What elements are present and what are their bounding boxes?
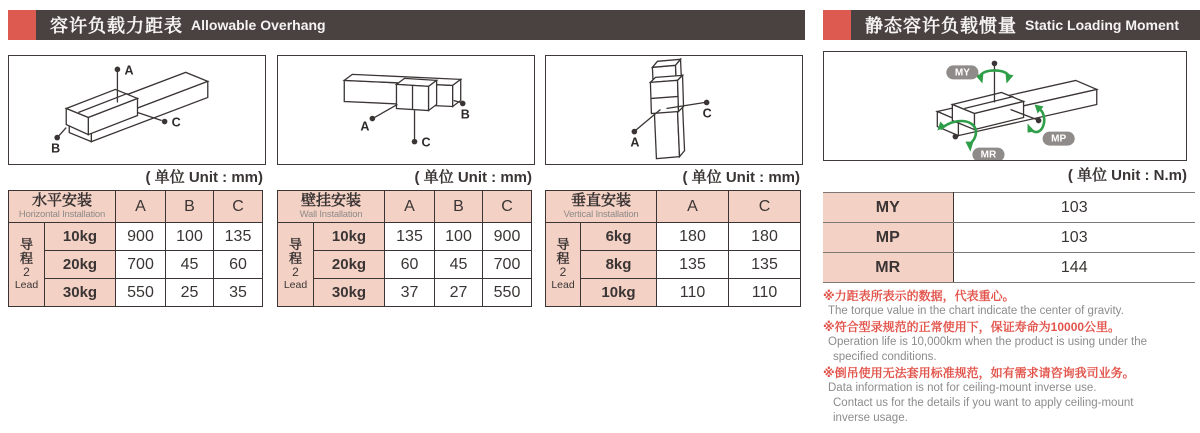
load-cell: 30kg xyxy=(314,279,385,307)
table-name-cn: 水平安装 xyxy=(31,192,92,209)
moment-value: 103 xyxy=(953,223,1195,253)
dimension-point-b xyxy=(51,128,66,156)
lead-label-line: 2 xyxy=(23,265,30,279)
title-accent-square xyxy=(8,10,36,40)
footnote-en: Data information is not for ceiling-mount inverse use. xyxy=(828,382,1097,394)
unit-label-nm: ( 单位 Unit : N.m) xyxy=(1067,167,1187,184)
title-text-bar xyxy=(851,10,1200,40)
lead-label-line: 导 xyxy=(556,237,570,252)
load-cell: 10kg xyxy=(581,279,657,307)
lead-label-line: 导 xyxy=(19,237,33,252)
footnote-cn: ※倒吊使用无法套用标准规范，如有需求请咨询我司业务。 xyxy=(823,366,1135,380)
value-cell: 37 xyxy=(385,279,435,307)
value-cell: 110 xyxy=(657,279,729,307)
dimension-point-a xyxy=(360,104,397,133)
load-cell: 20kg xyxy=(314,251,385,279)
load-cell: 30kg xyxy=(45,279,116,307)
unit-label-mm-1: ( 单位 Unit : mm) xyxy=(145,169,263,186)
unit-label-mm-3: ( 单位 Unit : mm) xyxy=(682,169,800,186)
moment-label: MY xyxy=(823,193,953,223)
lead-label-line: 2 xyxy=(559,265,567,279)
footnote-en: inverse usage. xyxy=(833,412,908,424)
footnote-en: specified conditions. xyxy=(833,351,937,363)
slider-block xyxy=(396,78,436,110)
point-label-c: C xyxy=(171,115,181,130)
col-header-b: B xyxy=(166,191,214,223)
moment-value: 103 xyxy=(953,193,1195,223)
point-label-a: A xyxy=(630,135,640,150)
load-cell: 10kg xyxy=(314,223,385,251)
lead-cell xyxy=(278,223,314,307)
value-cell: 27 xyxy=(435,279,483,307)
lead-label-line: Lead xyxy=(14,279,39,291)
overhang-title-cn: 容许负载力距表 xyxy=(50,16,183,36)
col-header-a: A xyxy=(657,191,729,223)
value-cell: 900 xyxy=(116,223,166,251)
col-header-a: A xyxy=(116,191,166,223)
moment-title-cn: 静态容许负载惯量 xyxy=(865,16,1017,36)
mp-badge-label: MP xyxy=(1051,133,1067,145)
diagram-vertical-installation xyxy=(545,55,803,165)
diagram-wall-installation xyxy=(277,55,535,165)
horizontal-installation-table xyxy=(8,190,263,307)
value-cell: 100 xyxy=(166,223,214,251)
value-cell: 900 xyxy=(483,223,532,251)
value-cell: 135 xyxy=(214,223,263,251)
lead-label-line: 程 xyxy=(288,251,302,266)
load-cell: 20kg xyxy=(45,251,116,279)
lead-label-line: 程 xyxy=(556,251,570,266)
col-header-a: A xyxy=(385,191,435,223)
footnote-en: Contact us for the details if you want to apply ceiling-mount xyxy=(833,397,1134,409)
point-label-c: C xyxy=(421,135,431,150)
table-name-cn: 垂直安装 xyxy=(570,192,631,209)
static-loading-moment-table xyxy=(823,192,1195,283)
value-cell: 180 xyxy=(729,223,801,251)
mr-badge-label: MR xyxy=(980,149,997,160)
point-label-c: C xyxy=(702,106,712,121)
table-name-cn: 壁挂安装 xyxy=(300,192,361,209)
col-header-b: B xyxy=(435,191,483,223)
footnote-cn: ※符合型录规范的正常使用下，保证寿命为10000公里。 xyxy=(823,320,1121,334)
value-cell: 550 xyxy=(116,279,166,307)
vertical-installation-table xyxy=(545,190,801,307)
wall-installation-drawing xyxy=(278,56,534,164)
point-label-b: B xyxy=(460,107,470,122)
lead-label-line: 程 xyxy=(19,251,33,266)
load-cell: 10kg xyxy=(45,223,116,251)
point-label-a: A xyxy=(124,63,134,78)
overhang-section-title-bar xyxy=(8,10,805,40)
table-name-cell xyxy=(278,191,385,223)
footnotes xyxy=(823,288,1200,426)
value-cell: 135 xyxy=(657,251,729,279)
moment-drawing xyxy=(824,52,1186,160)
footnote-en: The torque value in the chart indicate the center of gravity. xyxy=(828,305,1124,317)
overhang-title-en: Allowable Overhang xyxy=(191,17,326,33)
value-cell: 135 xyxy=(385,223,435,251)
table-name-cell xyxy=(9,191,116,223)
moment-label: MP xyxy=(823,223,953,253)
vertical-installation-drawing xyxy=(546,56,802,164)
col-header-c: C xyxy=(483,191,532,223)
horizontal-installation-drawing xyxy=(9,56,265,164)
lead-cell xyxy=(9,223,45,307)
col-header-c: C xyxy=(729,191,801,223)
point-label-b: B xyxy=(51,141,61,156)
dimension-point-c xyxy=(412,111,431,150)
my-badge-label: MY xyxy=(954,67,970,79)
footnote-en: Operation life is 10,000km when the product is using under the xyxy=(828,336,1147,348)
moment-value: 144 xyxy=(953,253,1195,283)
value-cell: 60 xyxy=(214,251,263,279)
title-accent-square xyxy=(823,10,851,40)
value-cell: 700 xyxy=(116,251,166,279)
value-cell: 35 xyxy=(214,279,263,307)
diagram-static-loading-moment xyxy=(823,51,1187,161)
wall-installation-table xyxy=(277,190,532,307)
unit-label-mm-2: ( 单位 Unit : mm) xyxy=(414,169,532,186)
value-cell: 135 xyxy=(729,251,801,279)
table-name-en: Horizontal Installation xyxy=(18,209,106,220)
col-header-c: C xyxy=(214,191,263,223)
table-name-en: Wall Installation xyxy=(299,209,363,220)
table-name-en: Vertical Installation xyxy=(563,209,639,220)
moment-section-title-bar xyxy=(823,10,1200,40)
value-cell: 25 xyxy=(166,279,214,307)
load-cell: 8kg xyxy=(581,251,657,279)
lead-label-line: Lead xyxy=(283,279,308,291)
lead-label-line: 2 xyxy=(292,265,299,279)
value-cell: 60 xyxy=(385,251,435,279)
point-label-a: A xyxy=(360,119,370,134)
lead-cell xyxy=(546,223,581,307)
value-cell: 180 xyxy=(657,223,729,251)
value-cell: 550 xyxy=(483,279,532,307)
diagram-horizontal-installation xyxy=(8,55,266,165)
value-cell: 45 xyxy=(166,251,214,279)
lead-label-line: Lead xyxy=(551,279,575,291)
table-name-cell xyxy=(546,191,657,223)
moment-title-en: Static Loading Moment xyxy=(1025,17,1179,33)
value-cell: 110 xyxy=(729,279,801,307)
title-text-bar xyxy=(36,10,805,40)
moment-label: MR xyxy=(823,253,953,283)
lead-label-line: 导 xyxy=(288,237,302,252)
value-cell: 45 xyxy=(435,251,483,279)
value-cell: 700 xyxy=(483,251,532,279)
footnote-cn: ※力距表所表示的数据，代表重心。 xyxy=(823,289,1015,303)
value-cell: 100 xyxy=(435,223,483,251)
load-cell: 6kg xyxy=(581,223,657,251)
